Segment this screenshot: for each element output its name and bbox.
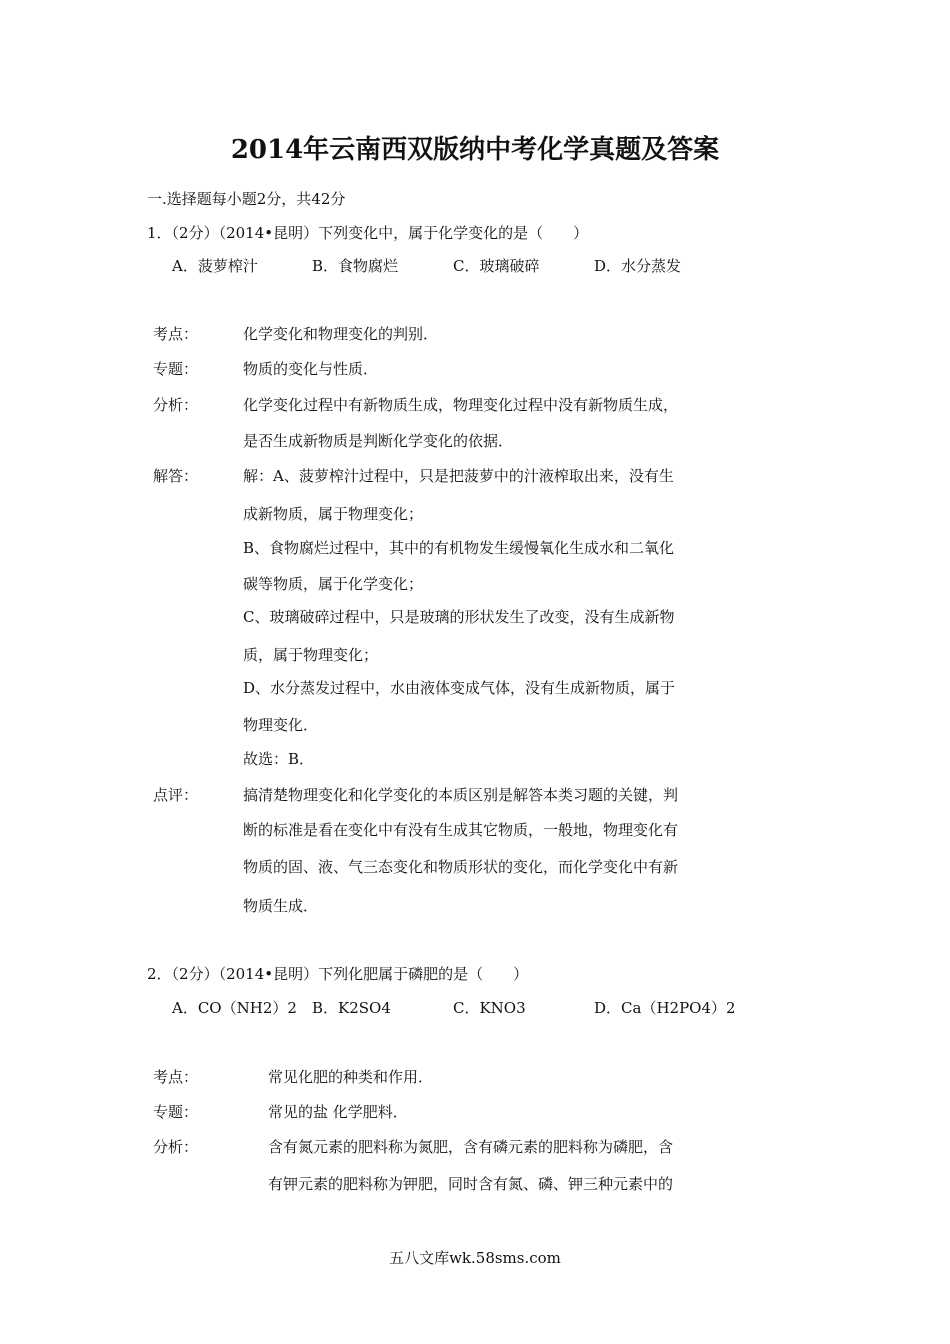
q2-option-a: A．CO（NH2）2	[172, 999, 297, 1017]
q2-stem: 2．（2分）（2014•昆明）下列化肥属于磷肥的是（ ）	[147, 965, 529, 983]
q2-fenxi-label: 分析：	[153, 1138, 199, 1156]
q1-jieda-line: D、水分蒸发过程中，水由液体变成气体，没有生成新物质，属于	[243, 679, 676, 697]
q1-kaodian-label: 考点：	[153, 325, 199, 343]
page-title: 2014年云南西双版纳中考化学真题及答案	[230, 135, 720, 165]
q1-option-c: C．玻璃破碎	[453, 257, 540, 275]
q1-option-b: B．食物腐烂	[312, 257, 399, 275]
q2-kaodian-label: 考点：	[153, 1068, 199, 1086]
q1-fenxi-line: 是否生成新物质是判断化学变化的依据．	[243, 432, 514, 450]
q1-jieda-line: 物理变化．	[243, 716, 319, 734]
q1-zhuanti: 物质的变化与性质．	[243, 360, 379, 378]
q1-jieda-line: 碳等物质，属于化学变化；	[243, 575, 424, 593]
q2-option-d: D．Ca（H2PO4）2	[594, 999, 736, 1017]
q1-dianping-line: 断的标准是看在变化中有没有生成其它物质，一般地，物理变化有	[243, 821, 679, 839]
q1-dianping-label: 点评：	[153, 786, 199, 804]
q2-fenxi-line: 有钾元素的肥料称为钾肥，同时含有氮、磷、钾三种元素中的	[268, 1175, 674, 1193]
q1-jieda-line: 故选：B．	[243, 750, 315, 768]
q1-jieda-line: 解：A、菠萝榨汁过程中，只是把菠萝中的汁液榨取出来，没有生	[243, 467, 674, 485]
q1-jieda-line: C、玻璃破碎过程中，只是玻璃的形状发生了改变，没有生成新物	[243, 608, 675, 626]
q1-dianping-line: 物质的固、液、气三态变化和物质形状的变化，而化学变化中有新	[243, 858, 679, 876]
q1-jieda-line: 质，属于物理变化；	[243, 646, 379, 664]
q1-kaodian: 化学变化和物理变化的判别．	[243, 325, 439, 343]
q1-fenxi-label: 分析：	[153, 396, 199, 414]
q1-jieda-line: 成新物质，属于物理变化；	[243, 505, 424, 523]
q1-jieda-label: 解答：	[153, 467, 199, 485]
q1-jieda-line: B、食物腐烂过程中，其中的有机物发生缓慢氧化生成水和二氧化	[243, 539, 675, 557]
q1-zhuanti-label: 专题：	[153, 360, 199, 378]
q2-zhuanti: 常见的盐 化学肥料．	[268, 1103, 408, 1121]
q2-kaodian: 常见化肥的种类和作用．	[268, 1068, 434, 1086]
q1-option-d: D．水分蒸发	[594, 257, 682, 275]
q2-zhuanti-label: 专题：	[153, 1103, 199, 1121]
q2-fenxi-line: 含有氮元素的肥料称为氮肥，含有磷元素的肥料称为磷肥，含	[268, 1138, 674, 1156]
q2-option-b: B．K2SO4	[312, 999, 391, 1017]
q1-stem: 1．（2分）（2014•昆明）下列变化中，属于化学变化的是（ ）	[147, 224, 589, 242]
q2-option-c: C．KNO3	[453, 999, 526, 1017]
page-footer: 五八文库wk.58sms.com	[389, 1249, 561, 1267]
section-header: 一.选择题每小题2分，共42分	[147, 190, 346, 208]
q1-fenxi-line: 化学变化过程中有新物质生成，物理变化过程中没有新物质生成，	[243, 396, 679, 414]
q1-dianping-line: 物质生成．	[243, 897, 319, 915]
q1-dianping-line: 搞清楚物理变化和化学变化的本质区别是解答本类习题的关键，判	[243, 786, 679, 804]
q1-option-a: A．菠萝榨汁	[172, 257, 258, 275]
